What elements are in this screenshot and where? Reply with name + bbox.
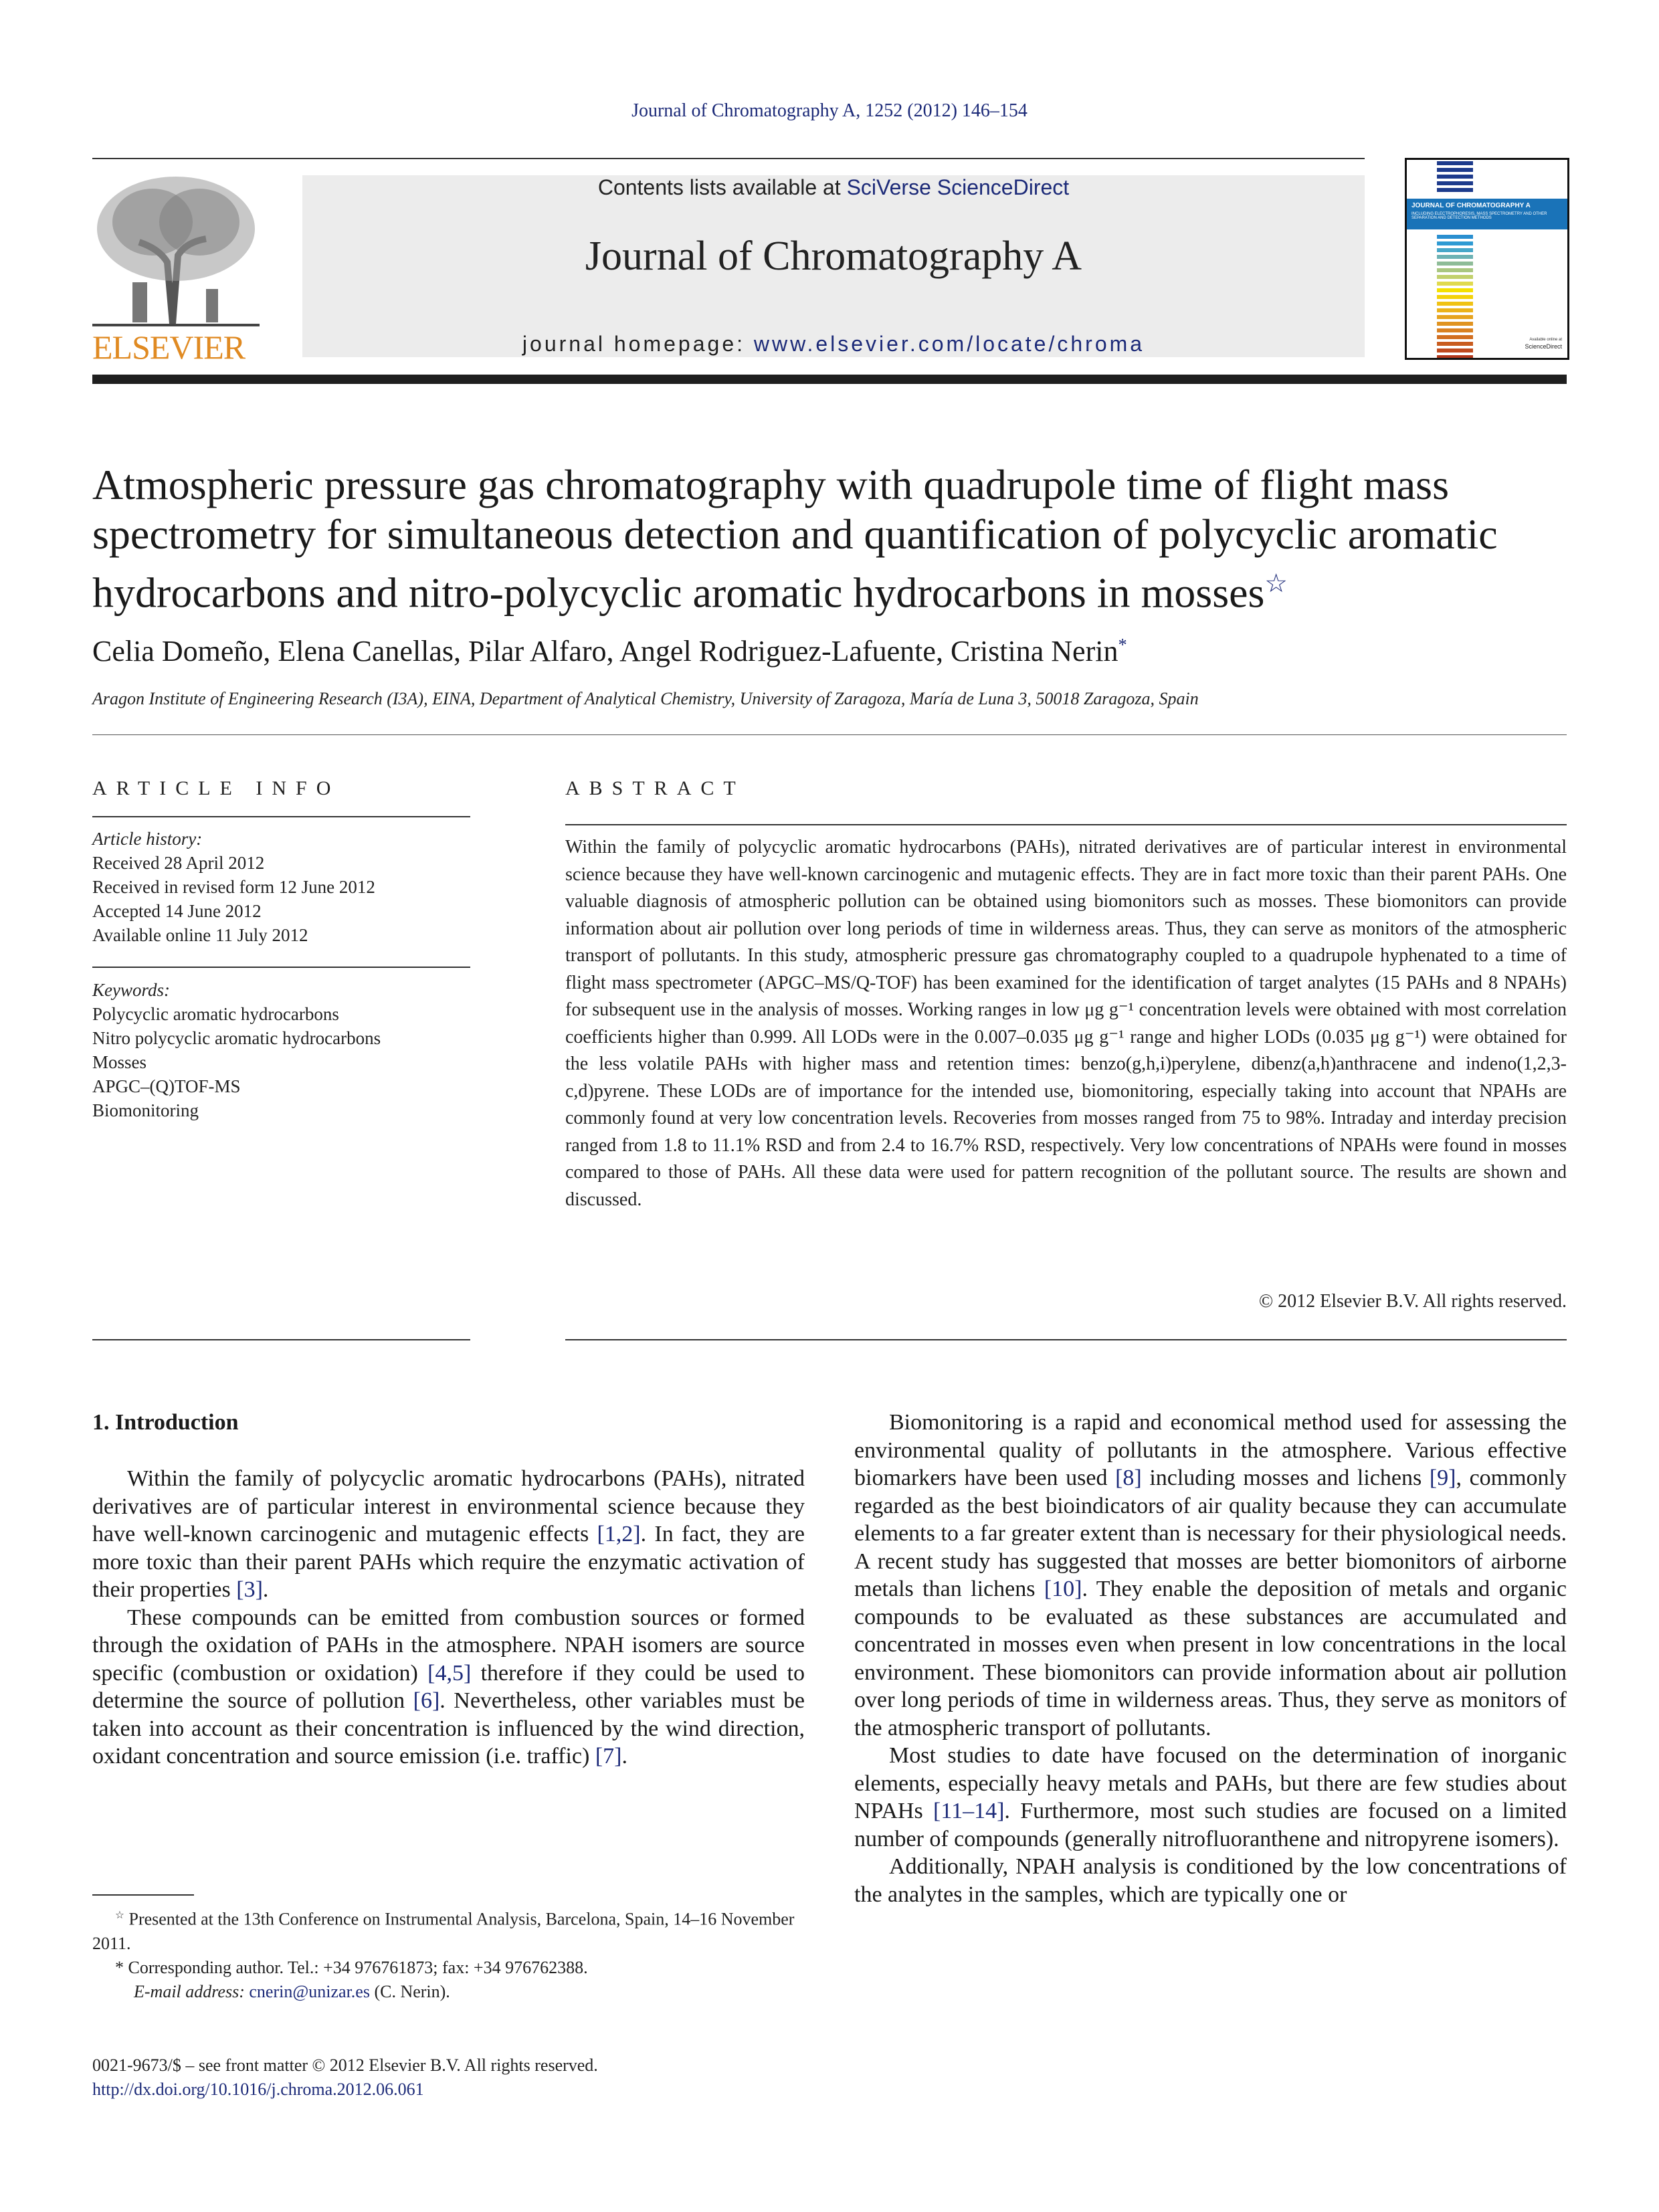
keywords-block bbox=[92, 978, 470, 1122]
author-list: Celia Domeño, Elena Canellas, Pilar Alfaro, Angel Rodriguez-Lafuente, Cristina Nerin bbox=[92, 635, 1118, 668]
front-matter-text: 0021-9673/$ – see front matter © 2012 Elsevier B.V. All rights reserved. bbox=[92, 2055, 598, 2075]
cover-stripe bbox=[1437, 181, 1473, 185]
email-label: E-mail address: bbox=[134, 1981, 250, 2001]
header-rule bbox=[92, 158, 1365, 159]
keywords-rule bbox=[92, 967, 470, 968]
cover-title: JOURNAL OF CHROMATOGRAPHY A bbox=[1411, 202, 1531, 209]
journal-citation-link[interactable]: Journal of Chromatography A, 1252 (2012) 146–154 bbox=[631, 100, 1028, 121]
cover-stripe bbox=[1437, 188, 1473, 192]
footnote-corresponding bbox=[92, 1956, 805, 1980]
homepage-link[interactable]: www.elsevier.com/locate/chroma bbox=[753, 332, 1145, 356]
body-column-left bbox=[92, 1465, 805, 1771]
cover-stripe bbox=[1437, 288, 1473, 292]
abstract-heading: ABSTRACT bbox=[565, 777, 745, 799]
body-paragraph bbox=[92, 1465, 805, 1604]
cover-stripe bbox=[1437, 161, 1473, 165]
article-title-text: Atmospheric pressure gas chromatography with quadrupole time of flight mass spectrometry for simultaneous detection and quantification of polycyclic aromatic hydrocarbons and nitro-polycyclic aromatic hydrocarbons in mosses bbox=[92, 461, 1498, 617]
body-paragraph bbox=[854, 1409, 1567, 1742]
paragraph-text: therefore if they could be used to determine the source of pollution bbox=[92, 1660, 805, 1713]
cover-available: Available online at bbox=[1529, 338, 1562, 342]
title-footnote-star-icon[interactable]: ☆ bbox=[1264, 570, 1288, 598]
cover-stripe bbox=[1437, 268, 1473, 272]
reference-link[interactable]: [10] bbox=[1044, 1577, 1082, 1601]
paragraph-text: . Nevertheless, other variables must be taken into account as their concentration is influenced by the wind direction, oxidant concentration and source emission (i.e. traffic) bbox=[92, 1688, 805, 1769]
footnote-email bbox=[92, 1980, 805, 2004]
paragraph-text: Within the family of polycyclic aromatic hydrocarbons (PAHs), nitrated derivatives are of particular interest in environmental science because they have well-known carcinogenic and mutagenic effects bbox=[92, 1466, 805, 1546]
reference-link[interactable]: [6] bbox=[413, 1688, 440, 1713]
abstract-rule bbox=[565, 824, 1567, 825]
cover-stripe bbox=[1437, 248, 1473, 252]
corresponding-author-asterisk[interactable]: * bbox=[1118, 634, 1127, 655]
cover-stripe bbox=[1437, 315, 1473, 319]
article-info-rule bbox=[92, 816, 470, 817]
cover-stripe bbox=[1437, 355, 1473, 359]
body-column-right bbox=[854, 1409, 1567, 1908]
body-paragraph bbox=[854, 1742, 1567, 1853]
history-revised: Received in revised form 12 June 2012 bbox=[92, 877, 375, 897]
paragraph-text: . In fact, they are more toxic than their parent PAHs which require the enzymatic activation of their properties bbox=[92, 1522, 805, 1602]
cover-stripe bbox=[1437, 235, 1473, 239]
paragraph-text: Additionally, NPAH analysis is conditioned by the low concentrations of the analytes in the samples, which are typically one or bbox=[854, 1854, 1567, 1907]
paragraph-text: , commonly regarded as the best bioindicators of air quality because they can accumulate elements to a far greater extent than is necessary for their physiological needs. A recent study has suggested that mosses are better biomonitors of airborne metals than lichens bbox=[854, 1466, 1567, 1601]
title-divider bbox=[92, 734, 1567, 735]
journal-cover-thumbnail[interactable] bbox=[1405, 158, 1569, 360]
reference-link[interactable]: [8] bbox=[1115, 1466, 1142, 1490]
keyword-item: Nitro polycyclic aromatic hydrocarbons bbox=[92, 1028, 381, 1048]
footnote-star-icon: ☆ bbox=[115, 1910, 124, 1921]
email-suffix: (C. Nerin). bbox=[369, 1981, 450, 2001]
cover-stripe bbox=[1437, 322, 1473, 326]
footnote-rule bbox=[92, 1894, 194, 1896]
abstract-text: Within the family of polycyclic aromatic hydrocarbons (PAHs), nitrated derivatives are of particular interest in environmental science because they have well-known carcinogenic and mutagenic effects. They are in fact more toxic than their parent PAHs. One valuable diagnosis of atmospheric pollution can be obtained using biomonitors such as mosses. These biomonitors can provide information about air pollution over long periods of time in wilderness areas. Thus, they can serve as monitors of the atmospheric transport of pollutants. In this study, atmospheric pressure gas chromatography coupled to a quadrupole hyphenated to a time of flight mass spectrometer (APGC–MS/Q-TOF) has been examined for the identification of target analytes (15 PAHs and 8 NPAHs) for subsequent use in the analysis of mosses. Working ranges in low μg g⁻¹ concentration levels were obtained with most correlation coefficients higher than 0.999. All LODs were in the 0.007–0.035 μg g⁻¹ range and higher LODs (0.035 μg g⁻¹) were obtained for the less volatile PAHs with higher mass and retention times: benzo(g,h,i)perylene, dibenz(a,h)anthracene and indeno(1,2,3-c,d)pyrene. These LODs are of importance for the intended use, biomonitoring, especially taking into account that NPAHs are commonly found at very low concentration levels. Recoveries from mosses ranged from 75 to 98%. Intraday and interday precision ranged from 1.8 to 11.1% RSD and from 2.4 to 16.7% RSD, respectively. Very low concentrations of NPAHs were found in mosses compared to those of PAHs. All these data were used for pattern recognition of the pollutant source. The results are shown and discussed. bbox=[565, 837, 1567, 1210]
keyword-item: Polycyclic aromatic hydrocarbons bbox=[92, 1004, 339, 1024]
email-link[interactable]: cnerin@unizar.es bbox=[249, 1981, 370, 2001]
cover-stripe bbox=[1437, 348, 1473, 353]
cover-stripe bbox=[1437, 275, 1473, 279]
keyword-item: APGC–(Q)TOF-MS bbox=[92, 1076, 241, 1096]
contents-availability bbox=[302, 175, 1365, 200]
body-paragraph bbox=[854, 1853, 1567, 1908]
cover-stripe bbox=[1437, 295, 1473, 299]
paragraph-text: . Furthermore, most such studies are focused on a limited number of compounds (generally nitrofluoranthene and nitropyrene isomers). bbox=[854, 1799, 1567, 1851]
cover-stripe bbox=[1437, 308, 1473, 312]
contents-prefix: Contents lists available at bbox=[597, 175, 847, 199]
affiliation: Aragon Institute of Engineering Research (I3A), EINA, Department of Analytical Chemistry, University of Zaragoza, María de Luna 3, 50018 Zaragoza, Spain bbox=[92, 689, 1199, 708]
cover-stripe bbox=[1437, 335, 1473, 339]
article-authors bbox=[92, 634, 1127, 668]
history-accepted: Accepted 14 June 2012 bbox=[92, 901, 262, 921]
paragraph-text: . They enable the deposition of metals and organic compounds to be evaluated as these substances are accumulated and concentrated in mosses even when present in low concentrations in the local environment. These biomonitors can provide information about air pollution over long periods of time in wilderness areas. Thus, they serve as monitors of the atmospheric transport of pollutants. bbox=[854, 1577, 1567, 1740]
article-history bbox=[92, 827, 470, 947]
footnote-conference-text: Presented at the 13th Conference on Instrumental Analysis, Barcelona, Spain, 14–16 November 2011. bbox=[92, 1909, 795, 1953]
cover-brand: ScienceDirect bbox=[1525, 343, 1562, 350]
footnote-conference bbox=[92, 1904, 805, 1956]
elsevier-wordmark: ELSEVIER bbox=[92, 328, 246, 366]
paragraph-text: Biomonitoring is a rapid and economical method used for assessing the environmental quality of pollutants in the atmosphere. Various effective biomarkers have been used bbox=[854, 1410, 1567, 1490]
article-title bbox=[92, 460, 1577, 617]
abstract-copyright: © 2012 Elsevier B.V. All rights reserved. bbox=[1258, 1291, 1567, 1312]
keywords-label: Keywords: bbox=[92, 980, 170, 1000]
history-online: Available online 11 July 2012 bbox=[92, 925, 308, 945]
cover-stripe bbox=[1437, 328, 1473, 332]
footnotes bbox=[92, 1904, 805, 2004]
reference-link[interactable]: [1,2] bbox=[597, 1522, 641, 1546]
paragraph-text: Most studies to date have focused on the determination of inorganic elements, especially heavy metals and PAHs, but there are few studies about NPAHs bbox=[854, 1743, 1567, 1823]
paragraph-text: . bbox=[262, 1577, 269, 1602]
reference-link[interactable]: [4,5] bbox=[427, 1660, 472, 1686]
reference-link[interactable]: [3] bbox=[236, 1577, 263, 1602]
section-heading-introduction: 1. Introduction bbox=[92, 1410, 239, 1435]
cover-stripe bbox=[1437, 168, 1473, 172]
footnote-asterisk: * bbox=[115, 1957, 124, 1977]
paragraph-text: These compounds can be emitted from combustion sources or formed through the oxidation of PAHs in the atmosphere. NPAH isomers are source specific (combustion or oxidation) bbox=[92, 1605, 805, 1686]
footnote-corresponding-text: Corresponding author. Tel.: +34 976761873; fax: +34 976762388. bbox=[128, 1957, 588, 1977]
keyword-item: Mosses bbox=[92, 1052, 147, 1072]
cover-band bbox=[1407, 199, 1567, 229]
paragraph-text: . bbox=[621, 1744, 627, 1769]
header-thick-rule bbox=[92, 375, 1567, 384]
homepage-label: journal homepage: bbox=[522, 332, 754, 356]
cover-stripe bbox=[1437, 175, 1473, 179]
reference-link[interactable]: [9] bbox=[1429, 1466, 1456, 1490]
abstract-bottom-rule bbox=[565, 1339, 1567, 1340]
paragraph-text: including mosses and lichens bbox=[1141, 1466, 1430, 1490]
cover-stripe bbox=[1437, 262, 1473, 266]
reference-link[interactable]: [7] bbox=[595, 1744, 622, 1769]
front-matter bbox=[92, 2053, 805, 2102]
sciencedirect-link[interactable]: SciVerse ScienceDirect bbox=[846, 175, 1070, 199]
article-info-bottom-rule bbox=[92, 1339, 470, 1340]
cover-stripe bbox=[1437, 241, 1473, 245]
journal-homepage bbox=[302, 332, 1365, 357]
cover-subtitle: INCLUDING ELECTROPHORESIS, MASS SPECTROMETRY AND OTHER SEPARATION AND DETECTION METHODS bbox=[1411, 212, 1547, 220]
cover-stripe bbox=[1437, 302, 1473, 306]
doi-link[interactable]: http://dx.doi.org/10.1016/j.chroma.2012.06.061 bbox=[92, 2080, 424, 2099]
history-label: Article history: bbox=[92, 829, 203, 849]
article-info-heading: ARTICLE INFO bbox=[92, 777, 340, 799]
keyword-item: Biomonitoring bbox=[92, 1100, 199, 1120]
journal-title: Journal of Chromatography A bbox=[585, 233, 1082, 279]
cover-stripe bbox=[1437, 282, 1473, 286]
cover-stripe bbox=[1437, 255, 1473, 259]
history-received: Received 28 April 2012 bbox=[92, 853, 265, 873]
body-paragraph bbox=[92, 1604, 805, 1771]
cover-stripe bbox=[1437, 342, 1473, 346]
reference-link[interactable]: [11–14] bbox=[933, 1799, 1005, 1823]
